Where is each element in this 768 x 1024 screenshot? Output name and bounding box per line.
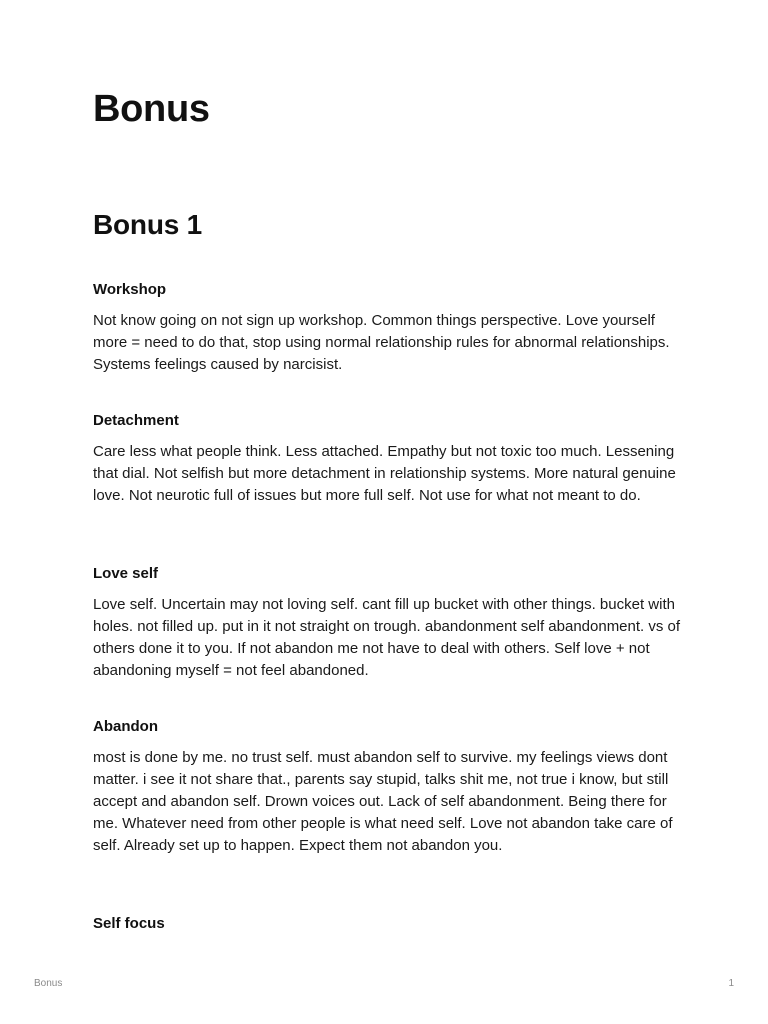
section-title: Bonus 1 (93, 209, 203, 240)
section-body: Care less what people think. Less attached. Empathy but not toxic too much. Lessening that dial. Not selfish but more detachment in relationship systems. More natural genuine love. Not neurotic full of issues but more full self. Not use for what not meant to do. (93, 443, 676, 504)
footer-page-number: 1 (728, 978, 734, 989)
section-heading: Abandon (93, 718, 158, 735)
section-heading: Workshop (93, 281, 167, 298)
footer-document-label: Bonus (34, 978, 63, 989)
section-love-self (93, 564, 683, 682)
section-body: most is done by me. no trust self. must abandon self to survive. my feelings views dont matter. i see it not share that., parents say stupid, talks shit me, not true i know, but still accept and abandon self. Drown voices out. Lack of self abandonment. Being there for me. Whatever need from other people is what need self. Love not abandon take care of self. Already set up to happen. Expect them not abandon you. (93, 749, 673, 854)
section-body: Love self. Uncertain may not loving self. cant fill up bucket with other things. bucket with holes. not filled up. put in it not straight on trough. abandonment self abandonment. vs of others done it to you. If not abandon me not have to deal with others. Self love + not abandoning myself = not feel abandoned. (93, 596, 681, 679)
section-heading: Detachment (93, 412, 179, 429)
section-body: Not know going on not sign up workshop. Common things perspective. Love yourself more = need to do that, stop using normal relationship rules for abnormal relationships. Systems feelings caused by narcisist. (93, 312, 670, 373)
section-heading: Self focus (93, 915, 165, 932)
section-detachment (93, 411, 683, 507)
section-workshop (93, 280, 683, 376)
section-self-focus (93, 914, 683, 934)
section-abandon (93, 717, 683, 857)
document-title: Bonus (93, 88, 210, 130)
section-heading: Love self (93, 565, 159, 582)
